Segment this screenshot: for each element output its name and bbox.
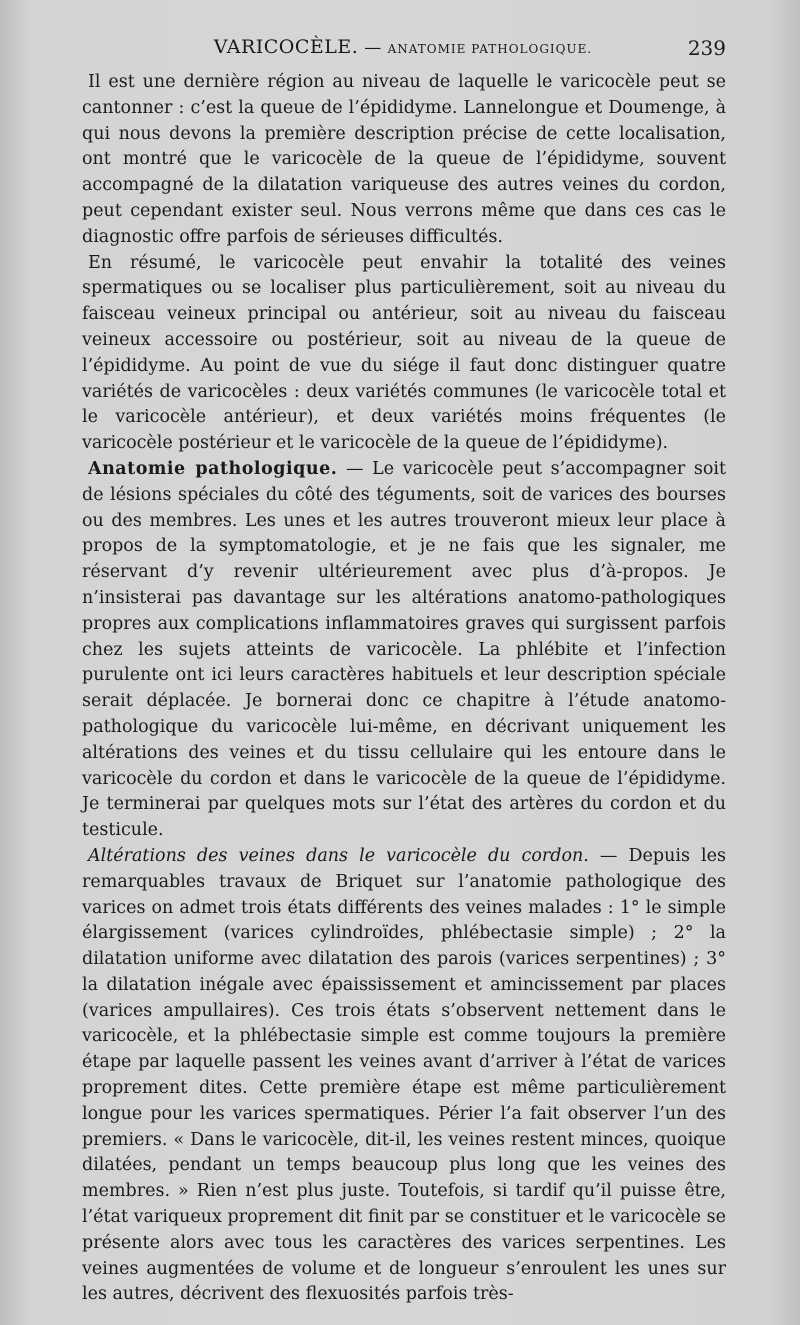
running-title-sub: ANATOMIE PATHOLOGIQUE.	[387, 42, 593, 56]
running-title-main: VARICOCÈLE.	[213, 36, 359, 58]
paragraph-4-text: — Depuis les remarquables travaux de Briquet sur l’anatomie pathologique des varices on admet trois états différents des veines malades : 1° le simple élargissement (varices cylindroïdes, phlébectasie simple) ; 2° la dilatation uniforme avec dilatation des parois (varices serpentines) ; 3° la dilatation inégale avec épaississement et amincissement par places (varices ampullaires). Ces trois états s’observent nettement dans le varicocèle, et la phlébectasie simple est comme toujours la première étape par laquelle passent les veines avant d’arriver à l’état de varices proprement dites. Cette première étape est même particulièrement longue pour les varices spermatiques. Périer l’a fait observer l’un des premiers. « Dans le varicocèle, dit-il, les veines restent minces, quoique dilatées, pendant un temps beaucoup plus long que les veines des membres. » Rien n’est plus juste. Toutefois, si tardif qu’il puisse être, l’état variqueux proprement dit finit par se constituer et le varicocèle se présente alors avec tous les caractères des varices serpentines. Les veines augmentées de volume et de longueur s’enroulent les unes sur les autres, décrivent des flexuosités parfois très-	[82, 845, 726, 1305]
running-title	[80, 36, 726, 58]
page-header	[80, 36, 726, 66]
page-number: 239	[687, 36, 726, 60]
body-text	[82, 70, 726, 1308]
running-title-dash: —	[358, 38, 388, 58]
paragraph-2: En résumé, le varicocèle peut envahir la totalité des veines spermatiques ou se localiser plus particulièrement, soit au niveau du faisceau veineux principal ou antérieur, soit au niveau du faisceau veineux accessoire ou postérieur, soit au niveau de la queue de l’épididyme. Au point de vue du siége il faut donc distinguer quatre variétés de varicocèles : deux variétés communes (le varicocèle total et le varicocèle antérieur), et deux variétés moins fréquentes (le varicocèle postérieur et le varicocèle de la queue de l’épididyme).	[82, 252, 726, 454]
section-title-alterations: Altérations des veines dans le varicocèle du cordon.	[88, 845, 589, 866]
paragraph-4	[82, 844, 726, 1308]
paragraph-3-text: — Le varicocèle peut s’accompagner soit de lésions spéciales du côté des téguments, soit de varices des bourses ou des membres. Les unes et les autres trouveront mieux leur place à propos de la symptomatologie, et je ne fais que les signaler, me réservant d’y revenir ultérieurement avec plus d’à-propos. Je n’insisterai pas davantage sur les altérations anatomo-pathologiques propres aux complications inflammatoires graves qui surgissent parfois chez les sujets atteints de varicocèle. La phlébite et l’infection purulente ont ici leurs caractères habituels et leur description spéciale serait déplacée. Je bornerai donc ce chapitre à l’étude anatomo-pathologique du varicocèle lui-même, en décrivant uniquement les altérations des veines et du tissu cellulaire qui les entoure dans le varicocèle du cordon et dans le varicocèle de la queue de l’épididyme. Je terminerai par quelques mots sur l’état des artères du cordon et du testicule.	[82, 458, 726, 841]
section-title-anatomie: Anatomie pathologique.	[88, 458, 338, 479]
paragraph-3	[82, 457, 726, 844]
paragraph-1: Il est une dernière région au niveau de laquelle le varicocèle peut se cantonner : c’est la queue de l’épididyme. Lannelongue et Doumenge, à qui nous devons la première description précise de cette localisation, ont montré que le varicocèle de la queue de l’épididyme, souvent accompagné de la dilatation variqueuse des autres veines du cordon, peut cependant exister seul. Nous verrons même que dans ces cas le diagnostic offre parfois de sérieuses difficultés.	[82, 72, 726, 247]
